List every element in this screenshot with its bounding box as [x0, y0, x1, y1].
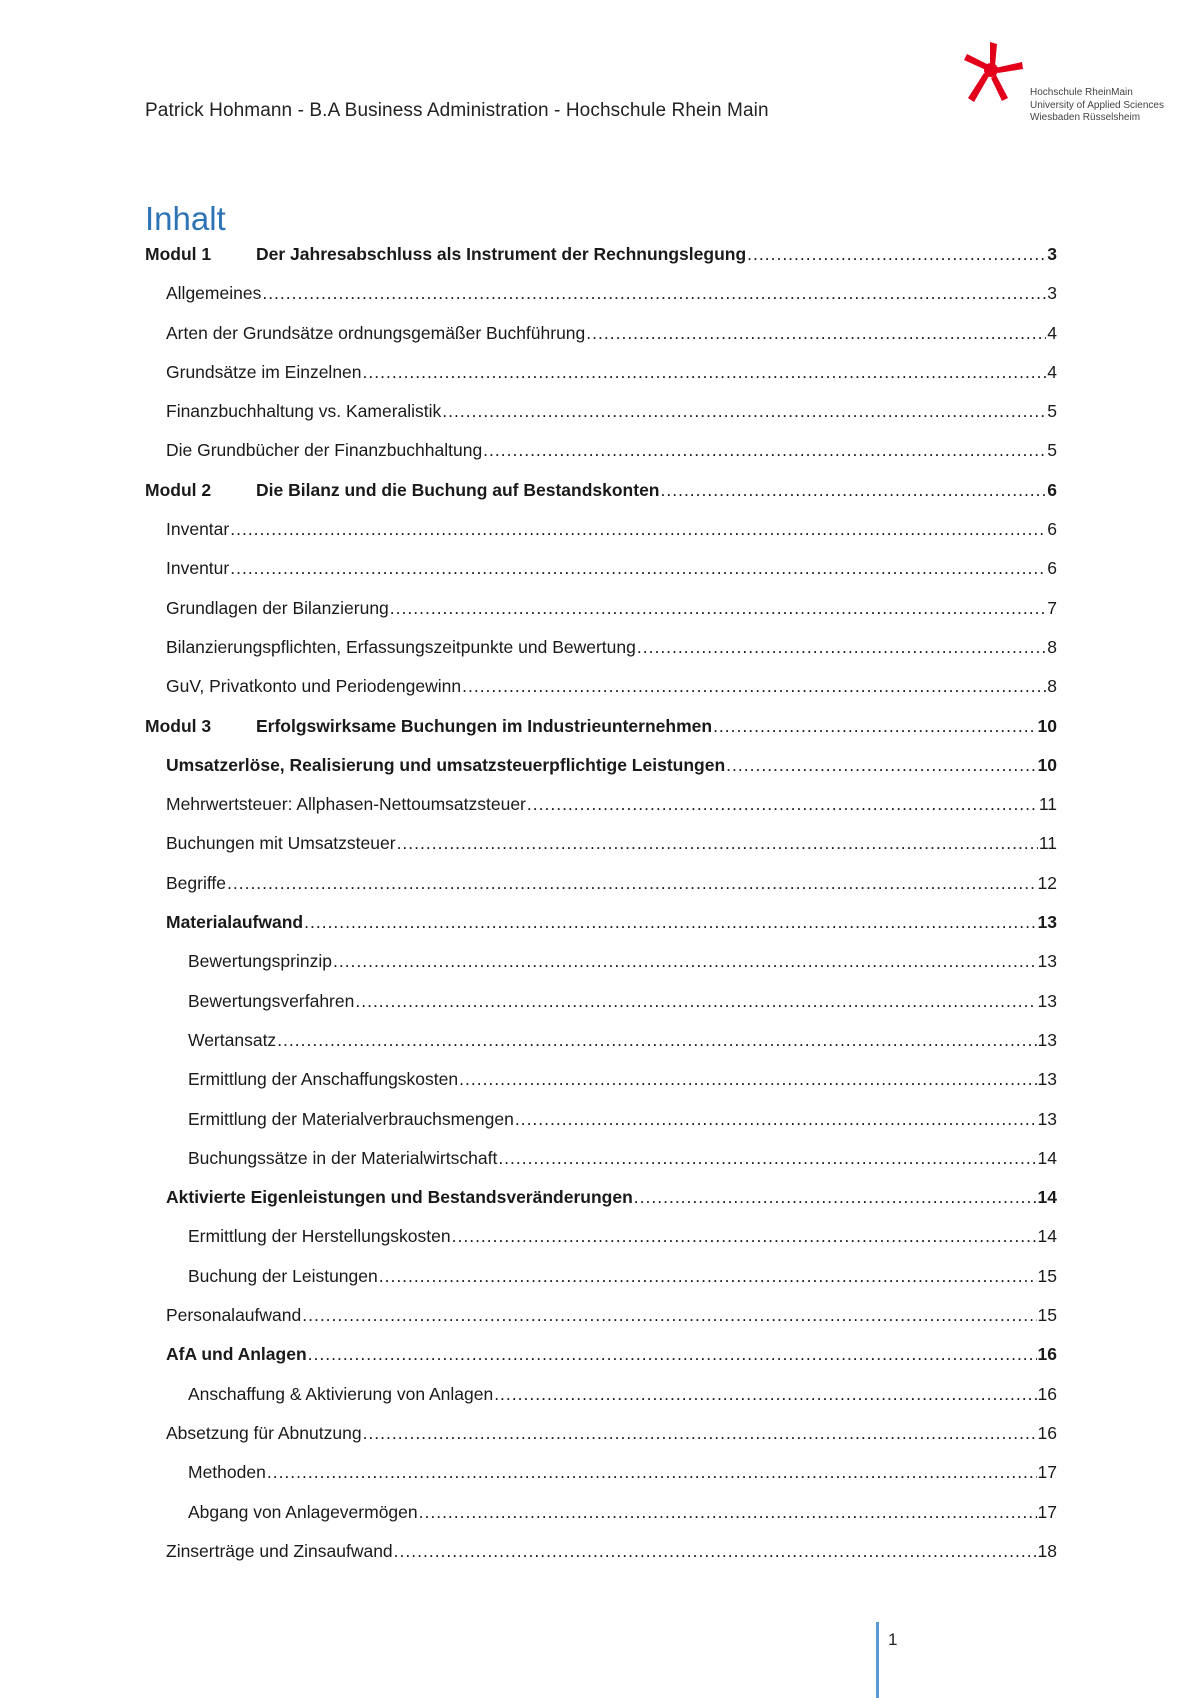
logo-line-1: Hochschule RheinMain: [1030, 87, 1133, 98]
toc-entry-page: 17: [1037, 1501, 1057, 1522]
toc-entry-page: 11: [1038, 833, 1057, 854]
toc-entry-page: 10: [1037, 715, 1057, 736]
toc-entry[interactable]: [145, 1541, 1057, 1580]
toc-entry-label: Erfolgswirksame Buchungen im Industrieunternehmen: [256, 715, 713, 736]
toc-entry[interactable]: [145, 1148, 1057, 1187]
toc-entry-page: 14: [1037, 1226, 1057, 1247]
toc-entry-page: 16: [1037, 1422, 1057, 1443]
toc-dot-leader: [379, 1266, 1037, 1287]
toc-dot-leader: [394, 1541, 1037, 1562]
toc-entry-label: AfA und Anlagen: [166, 1344, 307, 1365]
toc-entry-label: Zinserträge und Zinsaufwand: [166, 1540, 393, 1561]
toc-entry[interactable]: [145, 1462, 1057, 1501]
toc-dot-leader: [483, 440, 1046, 461]
toc-dot-leader: [452, 1226, 1037, 1247]
toc-entry[interactable]: [145, 794, 1057, 833]
toc-entry-page: 5: [1047, 401, 1057, 422]
toc-entry-label: Ermittlung der Herstellungskosten: [188, 1226, 451, 1247]
toc-entry-page: 14: [1037, 1147, 1057, 1168]
toc-dot-leader: [462, 676, 1046, 697]
toc-entry-page: 13: [1037, 1108, 1057, 1129]
toc-dot-leader: [227, 873, 1037, 894]
toc-dot-leader: [637, 637, 1046, 658]
toc-dot-leader: [459, 1069, 1036, 1090]
toc-entry[interactable]: [145, 716, 1057, 755]
toc-entry-page: 16: [1037, 1383, 1057, 1404]
toc-entry-page: 12: [1037, 872, 1057, 893]
toc-entry-page: 6: [1047, 479, 1057, 500]
toc-entry-label: Ermittlung der Materialverbrauchsmengen: [188, 1108, 514, 1129]
toc-entry[interactable]: [145, 1266, 1057, 1305]
toc-entry[interactable]: [145, 401, 1057, 440]
toc-dot-leader: [515, 1109, 1037, 1130]
toc-entry[interactable]: [145, 873, 1057, 912]
toc-entry[interactable]: [145, 1502, 1057, 1541]
toc-entry[interactable]: [145, 440, 1057, 479]
star-asterisk-logo-icon: [960, 40, 1026, 106]
toc-entry-label: Abgang von Anlagevermögen: [188, 1501, 418, 1522]
toc-dot-leader: [747, 244, 1046, 265]
toc-entry[interactable]: [145, 283, 1057, 322]
toc-entry[interactable]: [145, 598, 1057, 637]
toc-entry[interactable]: [145, 1187, 1057, 1226]
toc-entry-page: 17: [1037, 1462, 1057, 1483]
toc-title: Inhalt: [145, 200, 226, 237]
toc-entry-label: Die Grundbücher der Finanzbuchhaltung: [166, 440, 483, 461]
footer-divider: [876, 1622, 879, 1698]
toc-entry-number: Modul 2: [145, 479, 212, 500]
toc-entry-label: Bilanzierungspflichten, Erfassungszeitpunkte und Bewertung: [166, 636, 636, 657]
toc-entry[interactable]: [145, 1109, 1057, 1148]
toc-entry[interactable]: [145, 1423, 1057, 1462]
toc-dot-leader: [308, 1344, 1037, 1365]
toc-entry[interactable]: [145, 951, 1057, 990]
toc-dot-leader: [527, 794, 1038, 815]
toc-entry-label: Umsatzerlöse, Realisierung und umsatzsteuerpflichtige Leistungen: [166, 754, 726, 775]
toc-dot-leader: [586, 323, 1046, 344]
toc-entry[interactable]: [145, 676, 1057, 715]
toc-dot-leader: [230, 558, 1046, 579]
toc-entry-number: Modul 1: [145, 244, 212, 264]
toc-entry[interactable]: [145, 1030, 1057, 1069]
toc-dot-leader: [419, 1502, 1037, 1523]
toc-entry-page: 3: [1047, 283, 1057, 304]
toc-entry-page: 4: [1047, 361, 1057, 382]
toc-dot-leader: [726, 755, 1036, 776]
toc-entry[interactable]: [145, 755, 1057, 794]
toc-entry[interactable]: [145, 519, 1057, 558]
toc-entry-number: Modul 3: [145, 715, 212, 736]
toc-entry-page: 13: [1037, 951, 1057, 972]
logo-text: [1030, 87, 1164, 125]
toc-entry-label: Methoden: [188, 1462, 266, 1483]
toc-entry-label: Bewertungsverfahren: [188, 990, 355, 1011]
toc-entry[interactable]: [145, 362, 1057, 401]
toc-dot-leader: [277, 1030, 1036, 1051]
toc-entry-page: 15: [1037, 1265, 1057, 1286]
toc-dot-leader: [498, 1148, 1036, 1169]
toc-dot-leader: [333, 951, 1037, 972]
toc-entry-label: Der Jahresabschluss als Instrument der Rechnungslegung: [256, 244, 747, 264]
toc-entry[interactable]: [145, 1384, 1057, 1423]
toc-dot-leader: [661, 480, 1047, 501]
toc-entry-page: 7: [1047, 597, 1057, 618]
toc-entry[interactable]: [145, 833, 1057, 872]
toc-entry-label: Materialaufwand: [166, 912, 304, 933]
toc-entry-page: 15: [1037, 1305, 1057, 1326]
toc-entry-label: Aktivierte Eigenleistungen und Bestandsveränderungen: [166, 1187, 633, 1208]
toc-entry-page: 13: [1037, 1029, 1057, 1050]
toc-dot-leader: [634, 1187, 1037, 1208]
toc-dot-leader: [363, 1423, 1037, 1444]
toc-entry-page: 6: [1047, 558, 1057, 579]
logo-line-3: Wiesbaden Rüsselsheim: [1030, 112, 1141, 123]
toc-entry-page: 5: [1047, 440, 1057, 461]
toc-entry[interactable]: [145, 912, 1057, 951]
toc-dot-leader: [397, 833, 1038, 854]
toc-dot-leader: [302, 1305, 1036, 1326]
toc-entry-page: 11: [1038, 794, 1057, 815]
logo-line-2: University of Applied Sciences: [1030, 99, 1164, 111]
toc-entry[interactable]: [145, 1344, 1057, 1383]
toc-entry-label: Inventar: [166, 519, 230, 540]
toc-entry-page: 8: [1047, 676, 1057, 697]
toc-entry-label: Die Bilanz und die Buchung auf Bestandskonten: [256, 479, 660, 500]
toc-dot-leader: [230, 519, 1046, 540]
toc-entry-label: Mehrwertsteuer: Allphasen-Nettoumsatzsteuer: [166, 794, 526, 815]
toc-entry-label: Grundlagen der Bilanzierung: [166, 597, 389, 618]
toc-dot-leader: [713, 716, 1036, 737]
toc-entry-page: 4: [1047, 322, 1057, 343]
toc-entry-label: Bewertungsprinzip: [188, 951, 332, 972]
toc-dot-leader: [363, 362, 1047, 383]
toc-entry-label: Grundsätze im Einzelnen: [166, 361, 362, 382]
toc-entry-label: Anschaffung & Aktivierung von Anlagen: [188, 1383, 494, 1404]
toc-entry[interactable]: [145, 991, 1057, 1030]
toc-entry-label: Personalaufwand: [166, 1305, 302, 1326]
toc-entry[interactable]: [145, 558, 1057, 597]
header-text: Patrick Hohmann - B.A Business Administration - Hochschule Rhein Main: [145, 100, 769, 121]
toc-entry-page: 18: [1037, 1540, 1057, 1561]
toc-entry-label: Wertansatz: [188, 1029, 277, 1050]
toc-dot-leader: [390, 598, 1046, 619]
toc-entry-page: 13: [1037, 1069, 1057, 1090]
toc-entry-label: Buchungen mit Umsatzsteuer: [166, 833, 396, 854]
toc-entry[interactable]: [145, 244, 1057, 283]
toc-dot-leader: [304, 912, 1036, 933]
toc-entry-page: 13: [1037, 912, 1057, 933]
toc-dot-leader: [442, 401, 1046, 422]
toc-entry-label: Inventur: [166, 558, 230, 579]
university-logo: [960, 40, 1180, 130]
toc-entry-page: 6: [1047, 519, 1057, 540]
toc-entry-page: 3: [1047, 244, 1057, 264]
toc-entry-label: Buchungssätze in der Materialwirtschaft: [188, 1147, 498, 1168]
toc-dot-leader: [267, 1462, 1037, 1483]
toc-entry-page: 13: [1037, 990, 1057, 1011]
toc-entry-label: Absetzung für Abnutzung: [166, 1422, 362, 1443]
toc-entry[interactable]: [145, 480, 1057, 519]
toc-entry-page: 10: [1037, 754, 1057, 775]
toc-entry[interactable]: [145, 637, 1057, 676]
toc-dot-leader: [355, 991, 1036, 1012]
toc-entry[interactable]: [145, 1069, 1057, 1108]
toc-entry-label: Allgemeines: [166, 283, 262, 304]
table-of-contents: [145, 244, 1057, 1580]
toc-entry-label: Finanzbuchhaltung vs. Kameralistik: [166, 401, 442, 422]
toc-dot-leader: [494, 1384, 1036, 1405]
toc-entry[interactable]: [145, 1305, 1057, 1344]
toc-entry[interactable]: [145, 1226, 1057, 1265]
page-number: 1: [888, 1630, 898, 1649]
toc-entry-label: GuV, Privatkonto und Periodengewinn: [166, 676, 462, 697]
toc-entry-label: Arten der Grundsätze ordnungsgemäßer Buchführung: [166, 322, 586, 343]
toc-entry-label: Ermittlung der Anschaffungskosten: [188, 1069, 459, 1090]
toc-entry[interactable]: [145, 323, 1057, 362]
toc-dot-leader: [262, 283, 1046, 304]
toc-entry-page: 16: [1037, 1344, 1057, 1365]
toc-entry-page: 14: [1037, 1187, 1057, 1208]
toc-entry-label: Begriffe: [166, 872, 226, 893]
toc-entry-label: Buchung der Leistungen: [188, 1265, 378, 1286]
toc-entry-page: 8: [1047, 636, 1057, 657]
